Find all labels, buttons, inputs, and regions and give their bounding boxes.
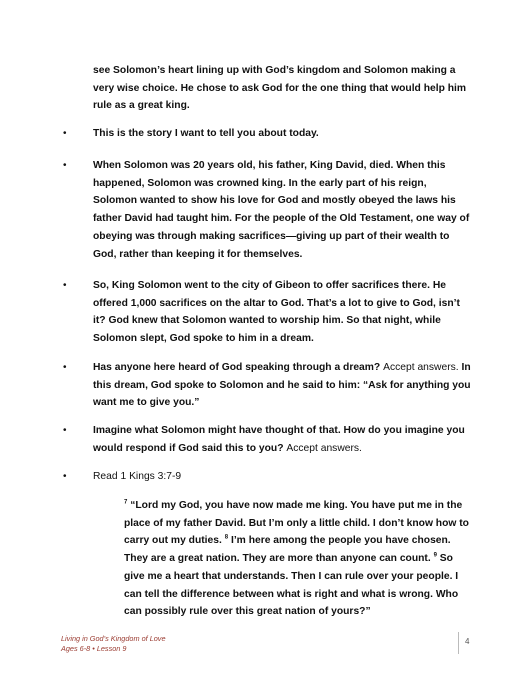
bullet-2-text: When Solomon was 20 years old, his father, King David, died. When this happened, Solomon was crowned king. In the early part of his reign, Solomon wanted to show his love for God and mostly obeyed the laws his father David had taught him. For the people of the Old Testament, one way of obeying was through making sacrifices—giving up part of their wealth to God, rather than keeping it for themselves.: [93, 160, 470, 260]
footer-lesson-label: Ages 6-8 • Lesson 9: [61, 644, 127, 653]
bullet-1-marker: •: [63, 128, 67, 139]
footer-series-title: Living in God’s Kingdom of Love: [61, 634, 166, 643]
page-number: 4: [465, 637, 470, 646]
bullet-6-text: Read 1 Kings 3:7-9: [93, 471, 182, 482]
verse-number-9: 9: [433, 552, 437, 559]
scripture-quote: [124, 497, 474, 621]
bullet-1-text: This is the story I want to tell you about today.: [93, 128, 319, 139]
bullet-4-text: [93, 359, 473, 412]
bullet-5-question: Imagine what Solomon might have thought of that. How do you imagine you would respond if God said this to you?: [93, 425, 465, 454]
bullet-5-text: [93, 422, 473, 457]
bullet-4-instruction: Accept answers.: [383, 362, 459, 373]
verse-9-text: So give me a heart that understands. Then I can rule over your people. I can tell the difference between what is right and what is wrong. Who can possibly rule over this great nation of yours?”: [124, 553, 459, 618]
bullet-4-question: Has anyone here heard of God speaking through a dream?: [93, 362, 381, 373]
bullet-4-continuation: In this dream, God spoke to Solomon and he said to him: “Ask for anything you want me to give you.”: [93, 362, 471, 409]
bullet-4-marker: •: [63, 362, 67, 373]
bullet-3-text: So, King Solomon went to the city of Gibeon to offer sacrifices there. He offered 1,000 sacrifices on the altar to God. That’s a lot to give to God, isn’t it? God knew that Solomon wanted to worship him. So that night, while Solomon slept, God spoke to him in a dream.: [93, 280, 460, 345]
bullet-2-marker: •: [63, 160, 67, 171]
verse-number-8: 8: [224, 534, 229, 541]
verse-number-7: 7: [124, 499, 128, 506]
bullet-5-marker: •: [63, 425, 67, 436]
bullet-3-marker: •: [63, 280, 67, 291]
verse-7-text: “Lord my God, you have now made me king. You have put me in the place of my father David. But I’m only a little child. I don’t know how to carry out my duties.: [124, 500, 469, 547]
footer-divider: [458, 632, 459, 654]
bullet-6-marker: •: [63, 471, 67, 482]
intro-paragraph: see Solomon’s heart lining up with God’s kingdom and Solomon making a very wise choice. He chose to ask God for the one thing that would help him rule as a great king.: [93, 65, 467, 112]
bullet-5-instruction: Accept answers.: [286, 442, 362, 454]
footer-lesson-info: [61, 634, 166, 654]
verse-8-text: I’m here among the people you have chosen. They are a great nation. They are more than anyone can count.: [124, 535, 451, 565]
